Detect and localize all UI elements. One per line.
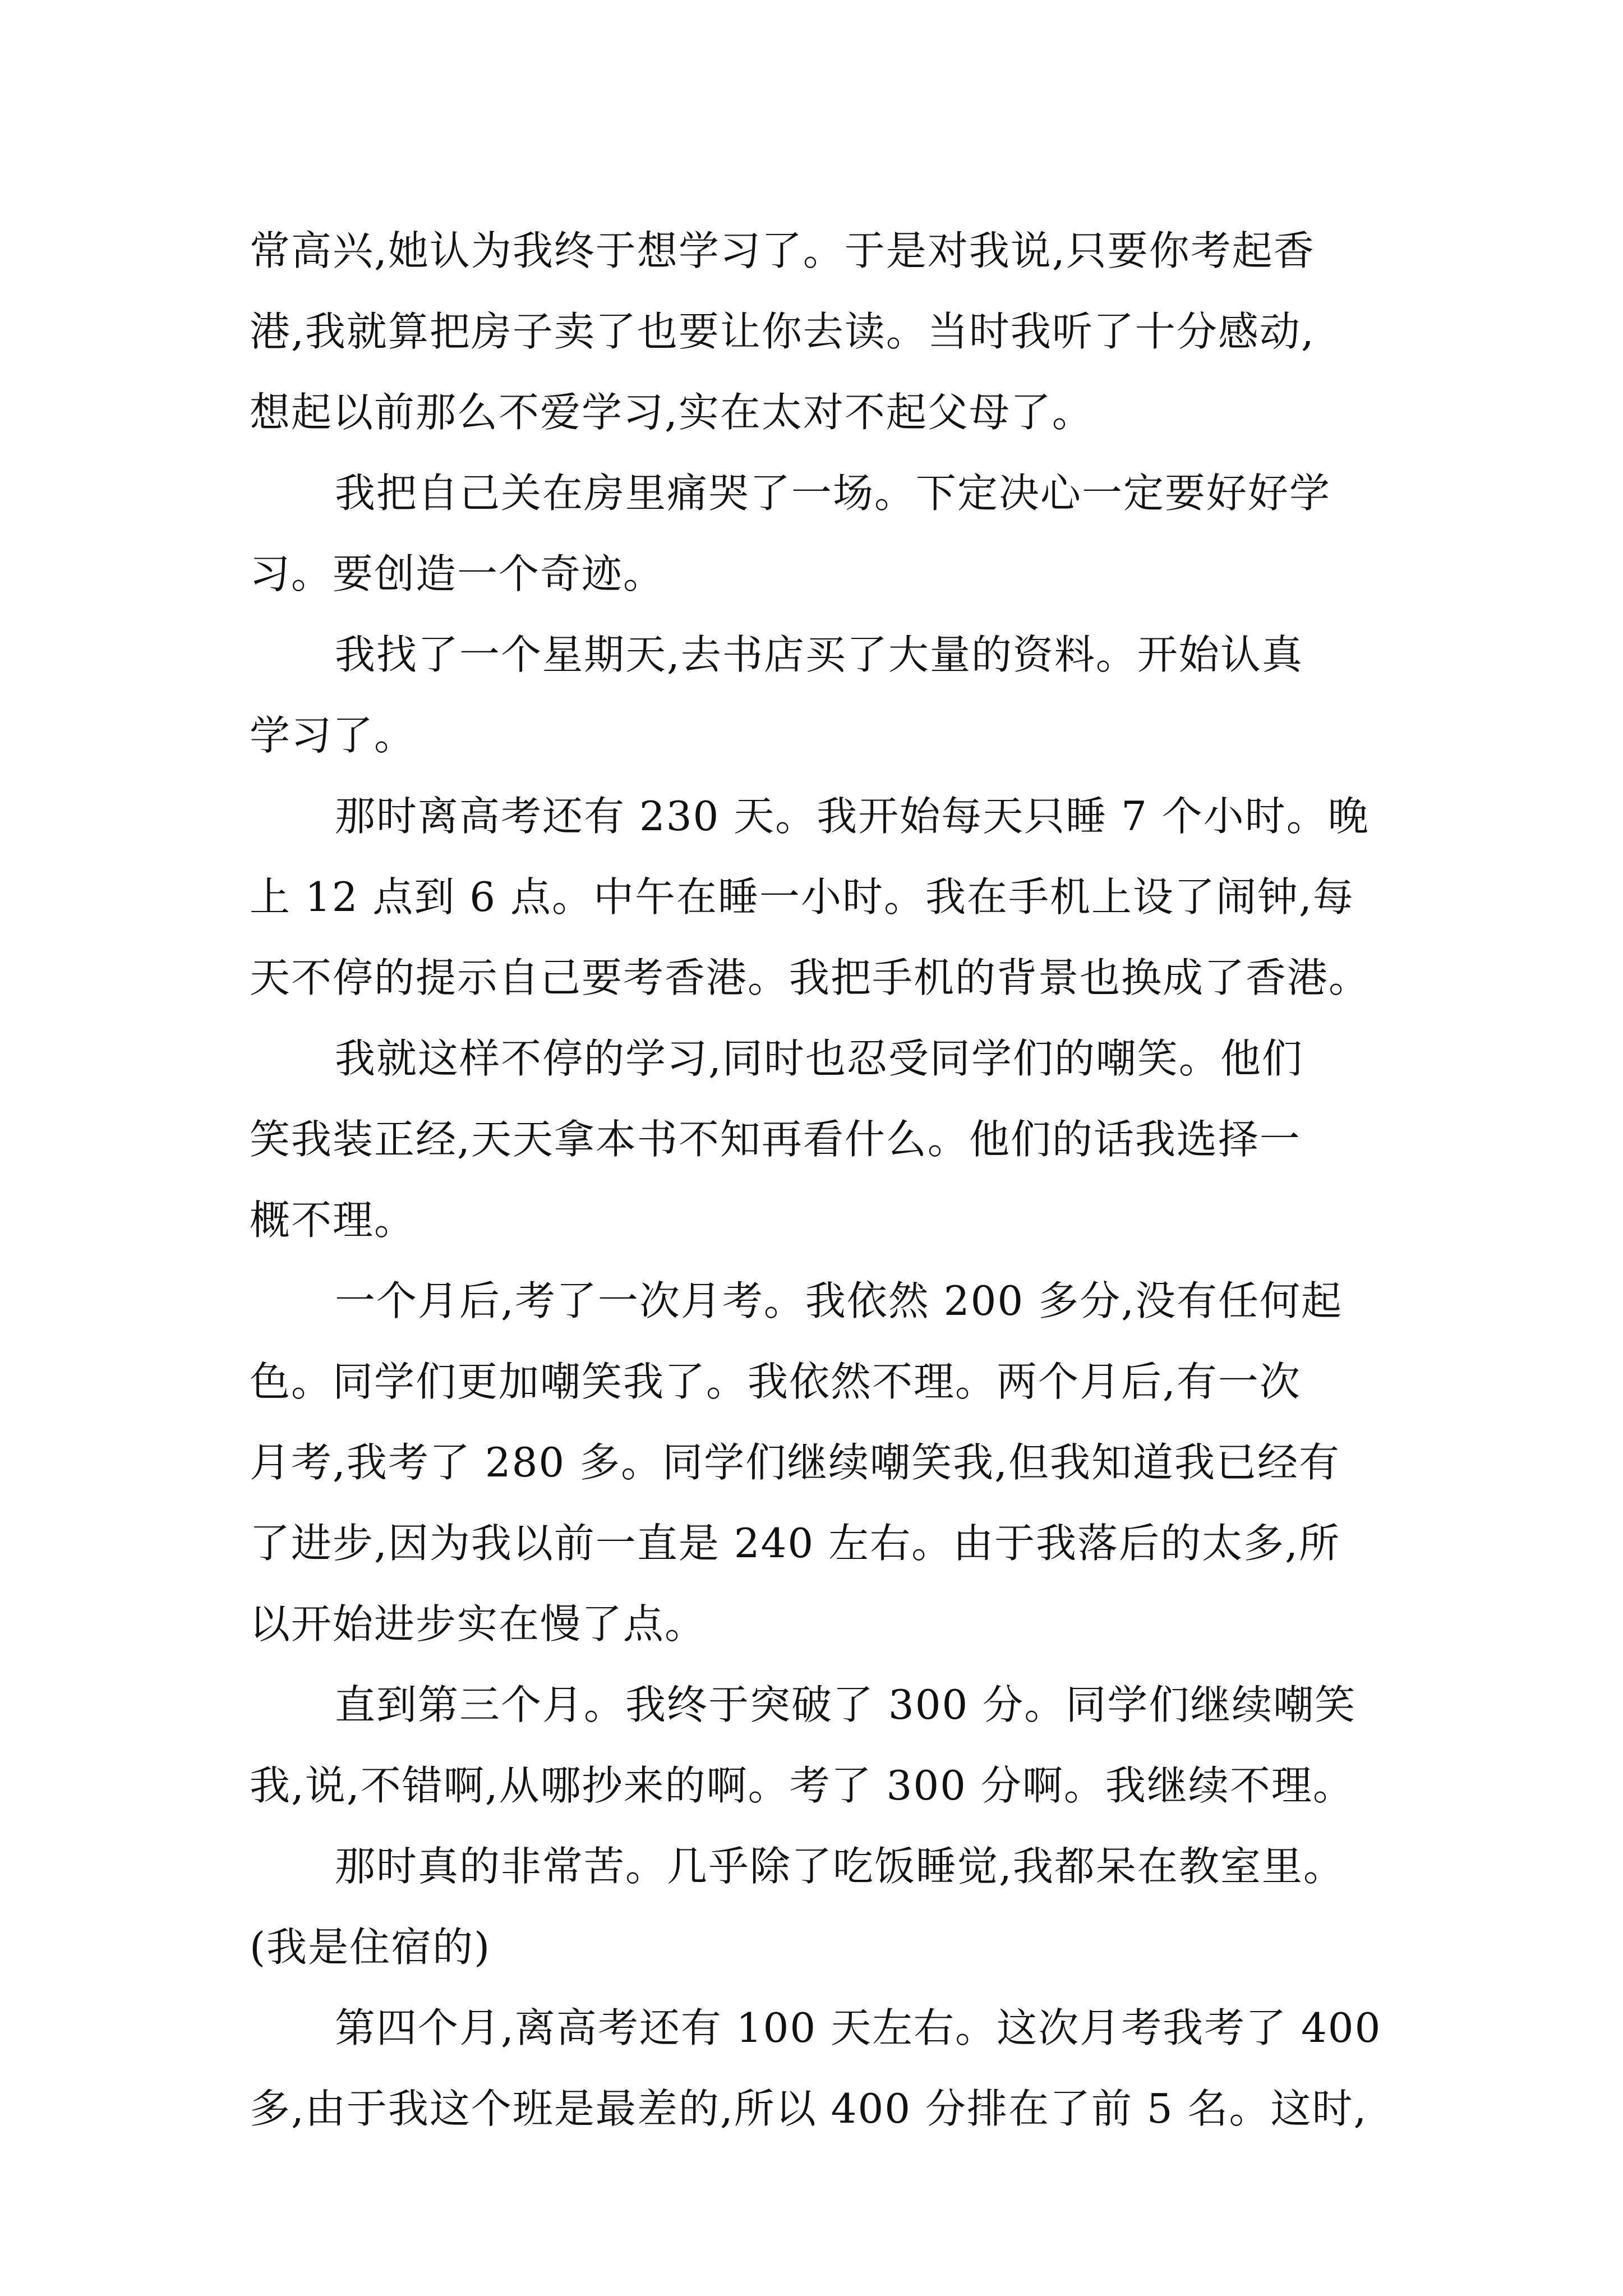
- text-line: 天不停的提示自己要考香港。我把手机的背景也换成了香港。: [250, 954, 1371, 1001]
- text-line: 学习了。: [250, 712, 416, 759]
- text-line: 那时真的非常苦。几乎除了吃饭睡觉,我都呆在教室里。: [335, 1843, 1345, 1890]
- text-line: 多,由于我这个班是最差的,所以 400 分排在了前 5 名。这时,: [250, 2085, 1368, 2132]
- text-line: 一个月后,考了一次月考。我依然 200 多分,没有任何起: [335, 1277, 1343, 1324]
- text-line: 那时离高考还有 230 天。我开始每天只睡 7 个小时。晚: [335, 793, 1370, 840]
- text-line: 上 12 点到 6 点。中午在睡一小时。我在手机上设了闹钟,每: [250, 873, 1354, 921]
- text-line: 以开始进步实在慢了点。: [250, 1600, 707, 1648]
- text-line: 我,说,不错啊,从哪抄来的啊。考了 300 分啊。我继续不理。: [250, 1762, 1354, 1809]
- text-line: 了进步,因为我以前一直是 240 左右。由于我落后的太多,所: [250, 1520, 1340, 1567]
- text-line: 我把自己关在房里痛哭了一场。下定决心一定要好好学: [335, 470, 1331, 517]
- text-line: 我就这样不停的学习,同时也忍受同学们的嘲笑。他们: [335, 1035, 1303, 1082]
- text-line: 概不理。: [250, 1197, 416, 1244]
- text-line: 习。要创造一个奇迹。: [250, 550, 665, 597]
- text-line: 想起以前那么不爱学习,实在太对不起父母了。: [250, 389, 1094, 436]
- text-line: 港,我就算把房子卖了也要让你去读。当时我听了十分感动,: [250, 308, 1315, 355]
- text-line: (我是住宿的): [250, 1924, 491, 1971]
- text-line: 第四个月,离高考还有 100 天左右。这次月考我考了 400: [335, 2004, 1382, 2051]
- text-line: 色。同学们更加嘲笑我了。我依然不理。两个月后,有一次: [250, 1358, 1301, 1405]
- text-line: 月考,我考了 280 多。同学们继续嘲笑我,但我知道我已经有: [250, 1439, 1340, 1486]
- text-line: 常高兴,她认为我终于想学习了。于是对我说,只要你考起香: [250, 227, 1315, 274]
- text-line: 笑我装正经,天天拿本书不知再看什么。他们的话我选择一: [250, 1116, 1301, 1163]
- text-line: 直到第三个月。我终于突破了 300 分。同学们继续嘲笑: [335, 1681, 1357, 1728]
- text-line: 我找了一个星期天,去书店买了大量的资料。开始认真: [335, 631, 1303, 678]
- document-body: [250, 210, 1388, 2149]
